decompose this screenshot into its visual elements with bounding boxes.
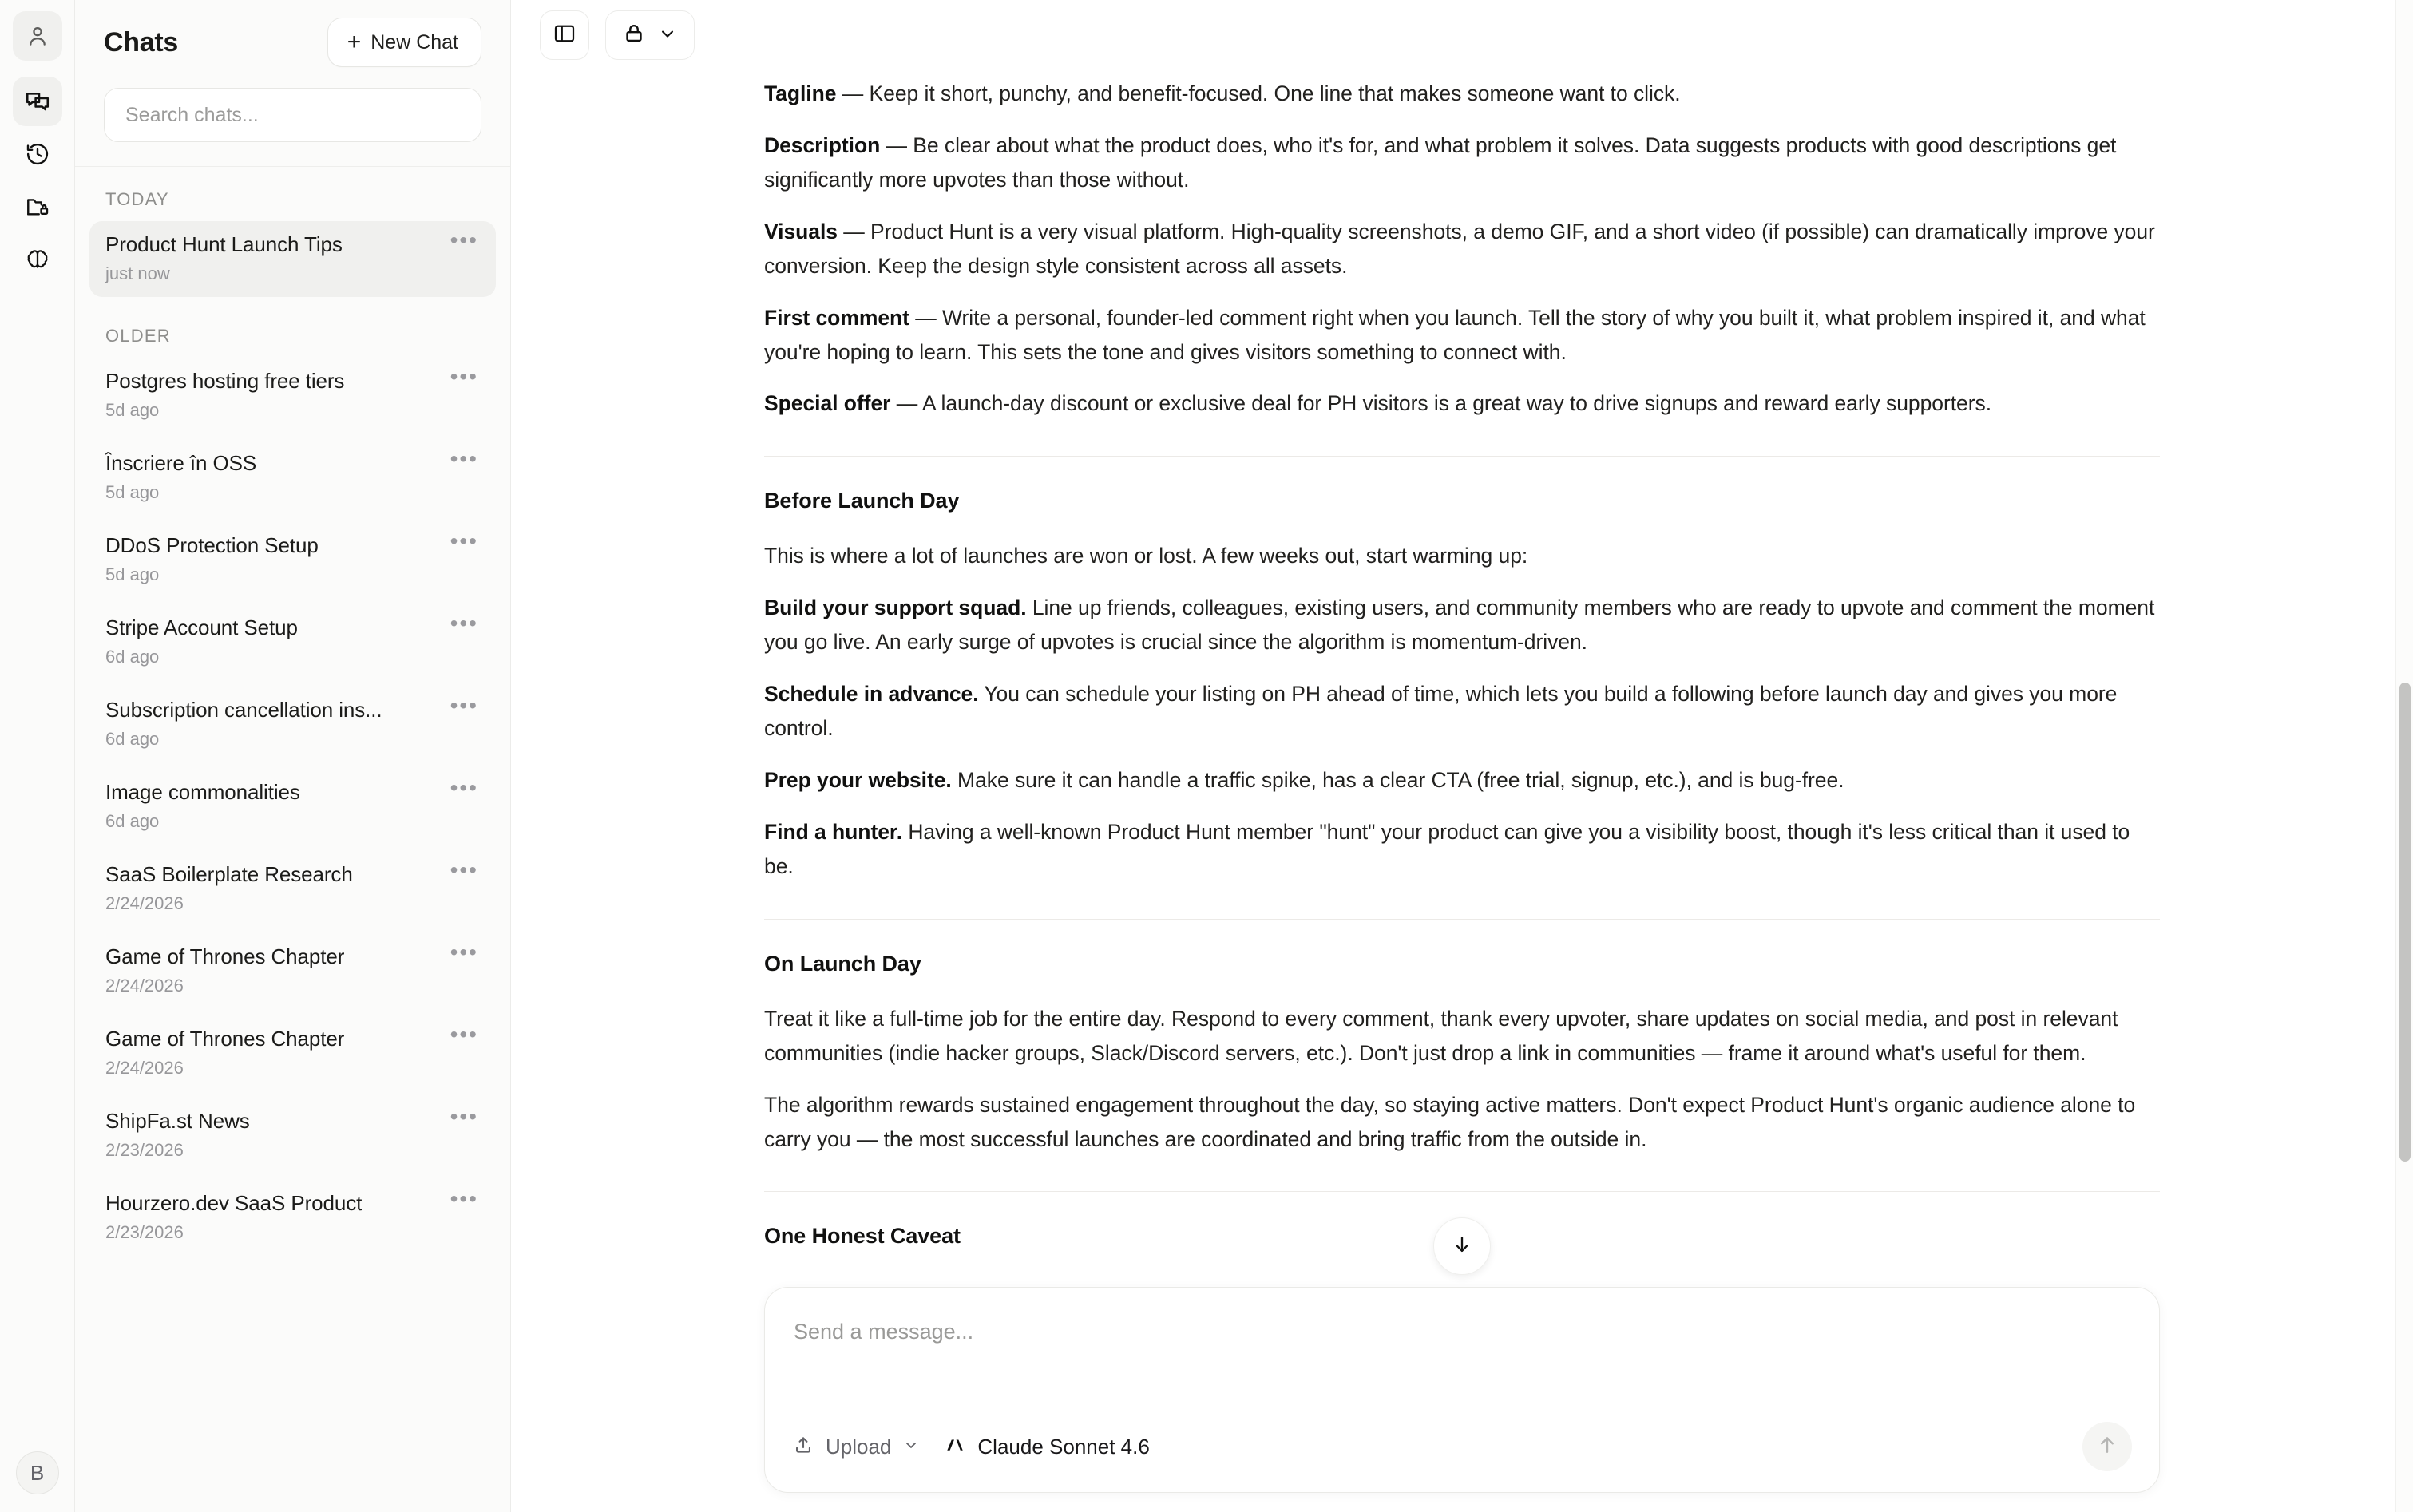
anthropic-logo-icon [944, 1435, 965, 1459]
rail-item-history[interactable] [13, 129, 62, 179]
main-panel [511, 0, 2413, 1512]
model-selector[interactable] [944, 1435, 1149, 1459]
message-paragraph: Tagline — Keep it short, punchy, and benefit-focused. One line that makes someone want to click. [764, 81, 1681, 105]
chat-item-timestamp: 5d ago [105, 482, 160, 502]
chat-item-timestamp: 6d ago [105, 647, 160, 667]
send-button[interactable] [2082, 1422, 2132, 1471]
message-paragraph: Description — Be clear about what the product does, who it's for, and what problem it solves. Data suggests products with good descriptions get significantly more upvotes than those without. [764, 133, 2117, 192]
chat-item-title: Game of Thrones Chapter [105, 944, 345, 968]
vertical-scrollbar[interactable] [2395, 0, 2413, 1512]
message-paragraph: First comment — Write a personal, founder-led comment right when you launch. Tell the story of why you built it, what problem inspired it, and what you're hoping to learn. This sets the tone and gives visitors something to connect with. [764, 305, 2146, 364]
chat-list-item[interactable] [89, 933, 496, 1009]
chat-item-title: Subscription cancellation ins... [105, 698, 382, 722]
upload-label: Upload [826, 1434, 892, 1459]
chat-item-timestamp: 2/24/2026 [105, 1058, 184, 1078]
section-divider [764, 456, 2160, 457]
chat-item-row [105, 1104, 480, 1134]
chat-item-menu-icon[interactable]: ••• [450, 364, 478, 389]
avatar[interactable] [16, 1451, 59, 1494]
section-heading: One Honest Caveat [764, 1224, 961, 1249]
chat-list-item[interactable] [89, 522, 496, 598]
chat-item-timestamp: 2/23/2026 [105, 1140, 184, 1160]
paragraph-lead: Build your support squad. [764, 596, 1027, 620]
paragraph-lead: Special offer [764, 391, 891, 416]
chat-item-menu-icon[interactable]: ••• [450, 775, 478, 800]
message-paragraph: Treat it like a full-time job for the entire day. Respond to every comment, thank every upvoter, share updates on social media, and post in relevant communities (indie hacker groups, Slack/Discord servers, etc.). Don't just drop a link in communities — frame it around what's useful for them. [764, 1006, 2118, 1065]
chat-item-title: Product Hunt Launch Tips [105, 232, 343, 256]
chat-item-timestamp: 5d ago [105, 564, 160, 584]
upload-tray-icon [792, 1434, 814, 1460]
message-paragraph: The algorithm rewards sustained engagement throughout the day, so staying active matters. Don't expect Product Hunt's organic audience alone to carry you — the most successful launches are coordinated and bring traffic from the outside in. [764, 1092, 2136, 1151]
message-paragraph: Visuals — Product Hunt is a very visual platform. High-quality screenshots, a demo GIF, and a short video (if possible) can dramatically improve your conversion. Keep the design style consistent across all assets. [764, 219, 2155, 278]
chat-list-item[interactable] [89, 604, 496, 680]
chat-sidebar [75, 0, 511, 1512]
chat-item-timestamp: 2/24/2026 [105, 893, 184, 913]
chat-item-row [105, 611, 480, 640]
chat-item-row [105, 446, 480, 476]
chat-list-item[interactable] [89, 687, 496, 762]
new-chat-button[interactable] [327, 18, 481, 67]
chat-item-menu-icon[interactable]: ••• [450, 1022, 478, 1047]
chat-bubbles-icon [24, 88, 51, 115]
message-body [764, 70, 2160, 1249]
chat-list-item[interactable] [89, 851, 496, 927]
chat-list-item[interactable] [89, 1015, 496, 1091]
chat-item-row [105, 857, 480, 887]
chat-item-row [105, 228, 480, 257]
section-heading: Before Launch Day [764, 489, 960, 513]
section-divider [764, 919, 2160, 920]
search-wrapper [104, 88, 481, 142]
chat-item-title: Înscriere în OSS [105, 451, 257, 475]
chat-item-row [105, 775, 480, 805]
chat-item-title: Game of Thrones Chapter [105, 1027, 345, 1051]
rail-item-private-folder[interactable] [13, 182, 62, 232]
message-input[interactable]: Send a message... [794, 1320, 974, 1344]
chat-item-menu-icon[interactable]: ••• [450, 1186, 478, 1211]
message-paragraph: Build your support squad. Line up friends, colleagues, existing users, and community members who are ready to upvote and comment the moment you go live. An early surge of upvotes is crucial since the algorithm is momentum-driven. [764, 596, 2155, 655]
scroll-to-bottom-button[interactable] [1433, 1217, 1491, 1275]
chat-item-timestamp: 6d ago [105, 811, 160, 831]
sidebar-header [75, 0, 510, 167]
chevron-down-icon [657, 23, 678, 48]
chat-item-row [105, 693, 480, 722]
paragraph-lead: Visuals [764, 219, 838, 243]
message-paragraph: This is where a lot of launches are won or lost. A few weeks out, start warming up: [764, 544, 1528, 568]
section-divider [764, 1191, 2160, 1192]
avatar-initial: B [30, 1460, 45, 1485]
chat-item-menu-icon[interactable]: ••• [450, 528, 478, 553]
icon-rail [0, 0, 75, 1512]
paragraph-lead: Description [764, 133, 881, 157]
chat-group-label: TODAY [105, 189, 169, 209]
user-icon [25, 23, 50, 49]
toggle-sidebar-button[interactable] [540, 10, 589, 60]
paragraph-lead: Prep your website. [764, 767, 952, 792]
chat-list-item[interactable] [89, 440, 496, 516]
composer-left-controls [792, 1434, 1150, 1460]
chat-list-item[interactable] [89, 1098, 496, 1174]
chat-item-row [105, 1022, 480, 1051]
paragraph-lead: Schedule in advance. [764, 682, 979, 707]
arrow-down-icon [1451, 1233, 1473, 1260]
sidebar-panel-icon [553, 22, 577, 49]
message-paragraph: Prep your website. Make sure it can handle a traffic spike, has a clear CTA (free trial, signup, etc.), and is bug-free. [764, 767, 1844, 792]
chat-item-timestamp: 2/23/2026 [105, 1222, 184, 1242]
chat-item-timestamp: 2/24/2026 [105, 976, 184, 995]
model-label: Claude Sonnet 4.6 [977, 1434, 1150, 1459]
message-paragraph: Schedule in advance. You can schedule your listing on PH ahead of time, which lets you build a following before launch day and gives you more control. [764, 682, 2118, 741]
composer-toolbar [792, 1422, 2132, 1471]
folder-lock-icon [25, 194, 50, 220]
chat-item-row [105, 940, 480, 969]
composer[interactable] [764, 1287, 2160, 1493]
arrow-up-icon [2095, 1433, 2119, 1461]
chat-item-title: Image commonalities [105, 780, 300, 804]
paragraph-lead: Tagline [764, 81, 837, 105]
plus-icon: + [347, 29, 362, 55]
chat-item-title: ShipFa.st News [105, 1109, 250, 1133]
chat-item-menu-icon[interactable]: ••• [450, 446, 478, 471]
chat-item-title: SaaS Boilerplate Research [105, 862, 353, 886]
paragraph-lead: Find a hunter. [764, 819, 903, 844]
chat-item-title: Stripe Account Setup [105, 615, 298, 639]
top-toolbar [511, 0, 2413, 70]
sidebar-header-row [104, 18, 481, 67]
chat-item-menu-icon[interactable]: ••• [450, 940, 478, 964]
lock-icon [622, 22, 646, 49]
search-input[interactable] [104, 88, 481, 142]
chat-list-item[interactable] [89, 1180, 496, 1256]
privacy-mode-button[interactable] [605, 10, 695, 60]
chat-item-row [105, 364, 480, 394]
chat-group-label: OLDER [105, 326, 171, 346]
new-chat-label: New Chat [370, 30, 458, 53]
clock-history-icon [25, 141, 50, 167]
chat-list-item[interactable] [89, 769, 496, 845]
rail-item-chats[interactable] [13, 77, 62, 126]
chat-list-item[interactable] [89, 221, 496, 297]
page-title: Chats [104, 26, 178, 57]
chat-list[interactable] [75, 167, 510, 1512]
paragraph-lead: First comment [764, 305, 909, 330]
rail-item-profile[interactable] [13, 11, 62, 61]
chat-item-menu-icon[interactable]: ••• [450, 611, 478, 635]
upload-button[interactable] [792, 1434, 920, 1460]
chat-item-menu-icon[interactable]: ••• [450, 1104, 478, 1129]
chat-item-menu-icon[interactable]: ••• [450, 693, 478, 718]
chat-item-menu-icon[interactable]: ••• [450, 857, 478, 882]
chat-item-title: Hourzero.dev SaaS Product [105, 1191, 363, 1215]
brain-icon [25, 247, 50, 272]
chevron-down-icon [902, 1436, 920, 1458]
scrollbar-thumb[interactable] [2399, 683, 2411, 1162]
chat-item-title: Postgres hosting free tiers [105, 369, 345, 393]
chat-item-timestamp: 6d ago [105, 729, 160, 749]
chat-item-row [105, 1186, 480, 1216]
rail-item-brain[interactable] [13, 235, 62, 284]
chat-item-title: DDoS Protection Setup [105, 533, 319, 557]
message-paragraph: Find a hunter. Having a well-known Product Hunt member "hunt" your product can give you a visibility boost, though it's less critical than it used to be. [764, 819, 2130, 878]
chat-item-row [105, 528, 480, 558]
chat-item-timestamp: 5d ago [105, 400, 160, 420]
chat-item-menu-icon[interactable]: ••• [450, 228, 478, 252]
composer-wrapper [511, 1287, 2413, 1512]
message-paragraph: Special offer — A launch-day discount or exclusive deal for PH visitors is a great way to drive signups and reward early supporters. [764, 391, 1992, 416]
chat-list-item[interactable] [89, 358, 496, 433]
section-heading: On Launch Day [764, 951, 921, 976]
chat-item-timestamp: just now [105, 263, 170, 283]
